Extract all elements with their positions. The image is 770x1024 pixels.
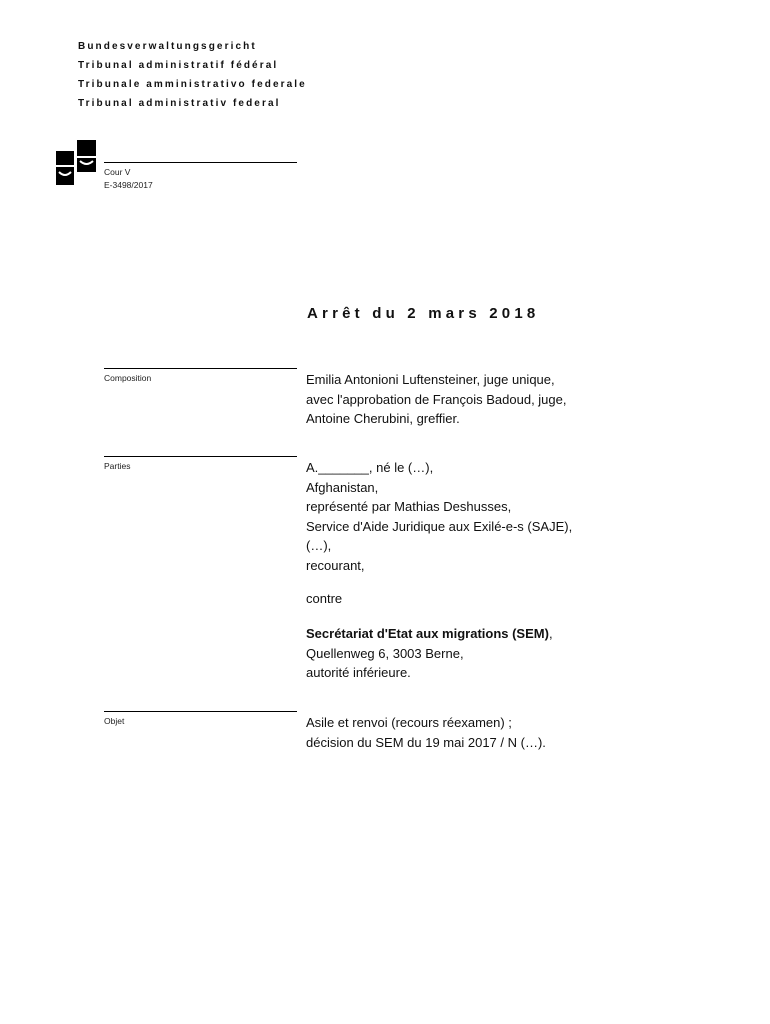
- authority-name-line: [306, 624, 553, 644]
- appellant-line: (…),: [306, 538, 332, 553]
- court-name-de: Bundesverwaltungsgericht: [78, 41, 257, 52]
- court-logo-icon: [55, 140, 97, 186]
- authority-name-suffix: ,: [548, 626, 553, 641]
- authority-line: autorité inférieure.: [306, 665, 411, 680]
- objet-line: Asile et renvoi (recours réexamen) ;: [306, 715, 512, 730]
- composition-text: [306, 370, 567, 429]
- authority-line: Quellenweg 6, 3003 Berne,: [306, 645, 464, 661]
- court-name-fr: Tribunal administratif fédéral: [78, 60, 279, 71]
- objet-line: décision du SEM du 19 mai 2017 / N (…).: [306, 734, 546, 750]
- contre-text: contre: [306, 591, 343, 606]
- composition-label: Composition: [104, 373, 152, 383]
- authority-block: [306, 624, 553, 683]
- appellant-line: Service d'Aide Juridique aux Exilé-e-s (SAJE),: [306, 518, 573, 534]
- parties-label: Parties: [104, 461, 131, 471]
- case-rule: [104, 162, 297, 163]
- case-number: E-3498/2017: [104, 180, 153, 190]
- parties-rule: [104, 456, 297, 457]
- composition-line: avec l'approbation de François Badoud, juge,: [306, 391, 567, 407]
- court-name-it: Tribunale amministrativo federale: [78, 79, 307, 90]
- appellant-block: [306, 458, 572, 575]
- composition-line: Antoine Cherubini, greffier.: [306, 411, 460, 426]
- appellant-line: recourant,: [306, 557, 365, 573]
- composition-line: Emilia Antonioni Luftensteiner, juge unique,: [306, 372, 555, 387]
- court-division: Cour V: [104, 167, 131, 177]
- objet-text: [306, 713, 546, 752]
- objet-label: Objet: [104, 716, 125, 726]
- court-name-rm: Tribunal administrativ federal: [78, 98, 281, 109]
- objet-rule: [104, 711, 297, 712]
- appellant-line: représenté par Mathias Deshusses,: [306, 499, 512, 514]
- authority-name: Secrétariat d'Etat aux migrations (SEM): [306, 626, 549, 641]
- appellant-line: A._______, né le (…),: [306, 460, 434, 475]
- composition-rule: [104, 368, 297, 369]
- appellant-line: Afghanistan,: [306, 479, 379, 495]
- judgment-title: Arrêt du 2 mars 2018: [307, 305, 540, 322]
